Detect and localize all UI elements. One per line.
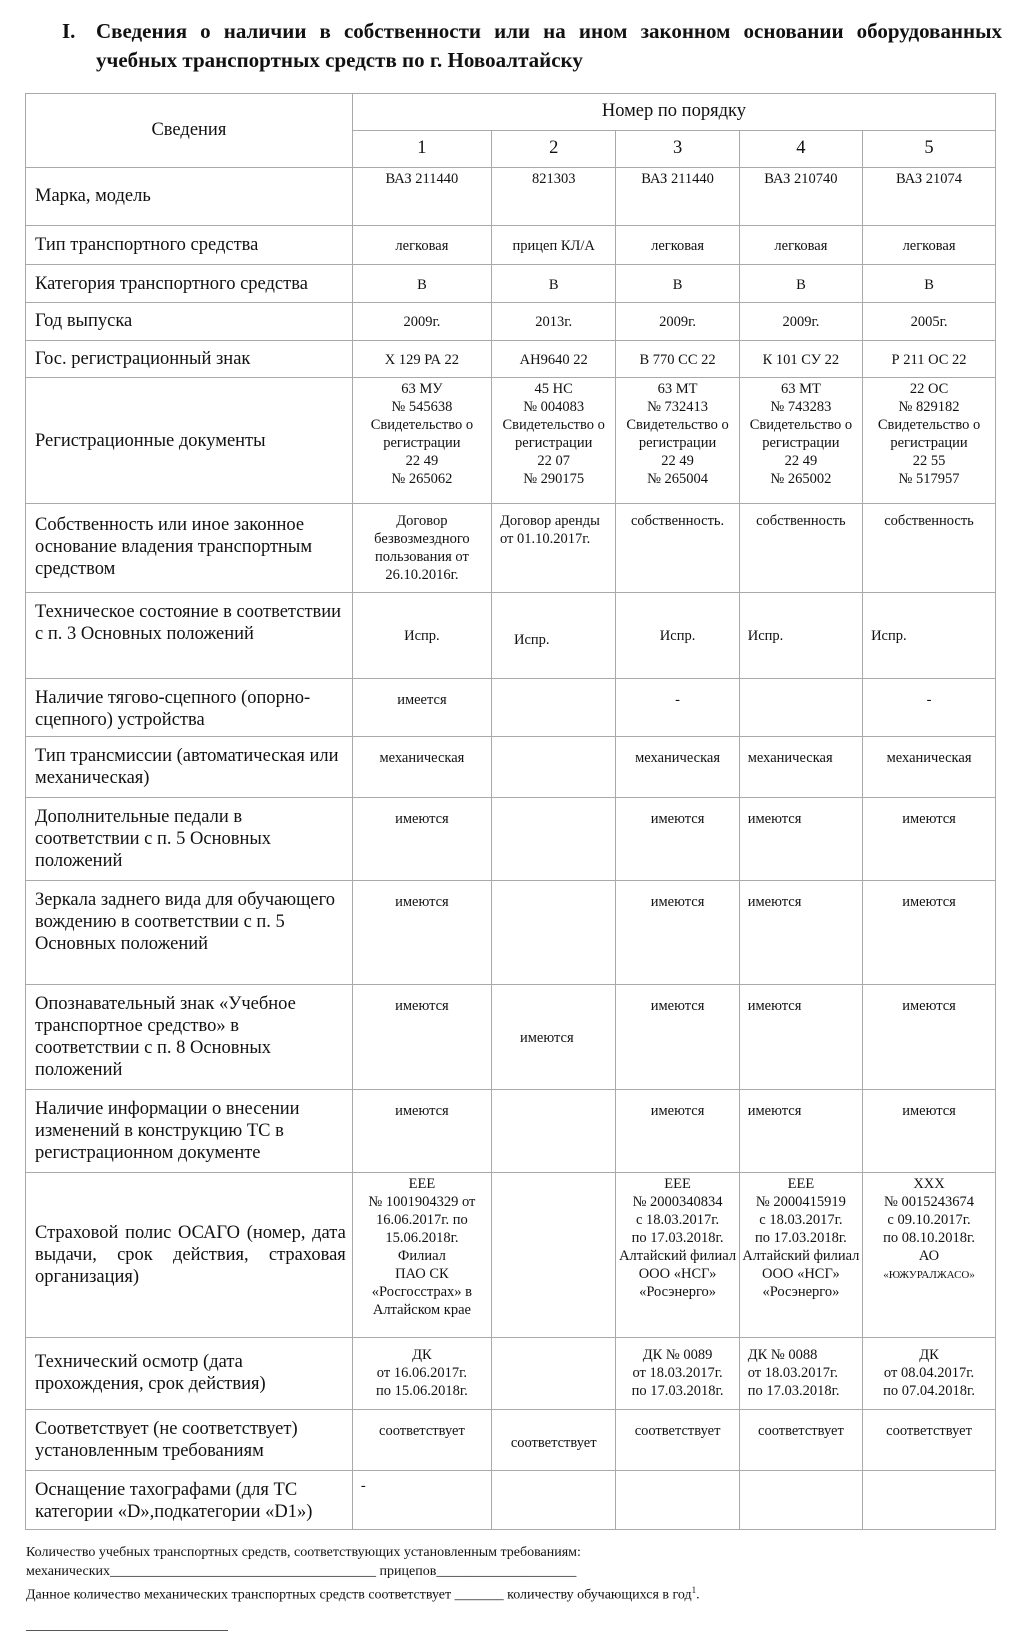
cell-value: имеются [491,984,615,1089]
students-blank: _______ [454,1587,504,1603]
cell-value: В [491,265,615,303]
header-number: Номер по порядку [352,94,995,131]
cell-value: 2009г. [739,303,862,341]
row-label: Категория транспортного средства [26,265,353,303]
cell-value: имеются [616,881,739,985]
cell-value: соответствует [352,1409,491,1471]
cell-value: ЕЕЕ № 1001904329 от 16.06.2017г. по 15.06.2018г. Филиал ПАО СК «Росгосстрах» в Алтайском крае [352,1173,491,1338]
cell-value [739,1471,862,1530]
table-row [26,340,996,378]
row-label: Оснащение тахографами (для ТС категории «D»,подкатегории «D1») [26,1471,353,1530]
insurer-name: «ЮЖУРАЛЖАСО» [883,1269,975,1282]
table-row [26,797,996,881]
table-row [26,1471,996,1530]
row-label: Техническое состояние в соответствии с п. 3 Основных положений [26,592,353,678]
table-row [26,737,996,798]
cell-value [491,1089,615,1173]
table-row [26,592,996,678]
cell-value: Испр. [352,592,491,678]
cell-value: - [616,678,739,737]
footer-text [26,1543,986,1605]
row-label: Технический осмотр (дата прохождения, срок действия) [26,1338,353,1409]
cell-value: В [352,265,491,303]
cell-value: ДК № 0088 от 18.03.2017г. по 17.03.2018г. [739,1338,862,1409]
cell-value: ВАЗ 21074 [863,168,996,226]
cell-value: ВАЗ 211440 [616,168,739,226]
footer-line-1: Количество учебных транспортных средств, соответствующих установленным требованиям: [26,1545,581,1560]
row-label: Наличие информации о внесении изменений в конструкцию ТС в регистрационном документе [26,1089,353,1173]
document-title [62,17,1002,75]
cell-value: Испр. [739,592,862,678]
table-row [26,225,996,265]
footnote-separator [26,1630,228,1631]
cell-value: собственность [863,503,996,592]
table-row [26,303,996,341]
cell-value: имеются [616,797,739,881]
cell-value: имеются [352,984,491,1089]
table-row [26,1089,996,1173]
row-label: Соответствует (не соответствует) установленным требованиям [26,1409,353,1471]
cell-value: имеются [863,881,996,985]
row-label: Тип транспортного средства [26,225,353,265]
cell-value: Договор безвозмездного пользования от 26.10.2016г. [352,503,491,592]
cell-value [616,1471,739,1530]
table-row [26,1409,996,1471]
table-row [26,378,996,504]
cell-value: легковая [739,225,862,265]
cell-value: механическая [863,737,996,798]
cell-value: имеются [739,797,862,881]
footnote-mark: 1 [691,1585,697,1595]
column-number: 3 [616,130,739,168]
cell-value: легковая [352,225,491,265]
column-number: 1 [352,130,491,168]
row-label: Наличие тягово-сцепного (опорно-сцепного) устройства [26,678,353,737]
cell-value: имеются [352,881,491,985]
cell-value: имеются [739,984,862,1089]
cell-value: имеются [352,1089,491,1173]
cell-value: имеются [616,984,739,1089]
cell-value: 22 ОС № 829182 Свидетельство о регистрации 22 55 № 517957 [863,378,996,504]
cell-value: 2013г. [491,303,615,341]
cell-value: имеются [616,1089,739,1173]
row-label: Тип трансмиссии (автоматическая или механическая) [26,737,353,798]
cell-value: 63 МТ № 743283 Свидетельство о регистрации 22 49 № 265002 [739,378,862,504]
cell-value: соответствует [863,1409,996,1471]
table-row [26,503,996,592]
cell-value: ХХХ № 0015243674 с 09.10.2017г. по 08.10.2018г. АО [883,1176,975,1265]
cell-value [491,881,615,985]
cell-value: собственность [739,503,862,592]
cell-value: Испр. [616,592,739,678]
trailers-blank: ____________________ [436,1564,577,1579]
cell-value: К 101 СУ 22 [739,340,862,378]
footer-line-3-end: количеству обучающихся в год [503,1587,692,1603]
cell-value: 2009г. [352,303,491,341]
cell-value [739,678,862,737]
cell-value: имеется [352,678,491,737]
cell-value: механическая [739,737,862,798]
cell-value: прицеп КЛ/А [491,225,615,265]
cell-value: соответствует [739,1409,862,1471]
cell-value: легковая [863,225,996,265]
cell-value: механическая [616,737,739,798]
footer-line-3 [26,1581,986,1605]
cell-value [491,1173,615,1338]
cell-value: ВАЗ 211440 [352,168,491,226]
cell-value [863,1471,996,1530]
cell-value [491,1471,615,1530]
row-label: Зеркала заднего вида для обучающего вождению в соответствии с п. 5 Основных положений [26,881,353,985]
cell-value: соответствует [616,1409,739,1471]
row-label: Опознавательный знак «Учебное транспортное средство» в соответствии с п. 8 Основных положений [26,984,353,1089]
cell-value: ВАЗ 210740 [739,168,862,226]
cell-value: Испр. [491,592,615,678]
footer-line-3-start: Данное количество механических транспортных средств соответствует [26,1587,455,1603]
mech-blank: ______________________________________ [110,1564,377,1579]
column-number: 4 [739,130,862,168]
cell-value: Договор аренды от 01.10.2017г. [491,503,615,592]
cell-value: 821303 [491,168,615,226]
cell-value: ДК № 0089 от 18.03.2017г. по 17.03.2018г. [616,1338,739,1409]
header-info: Сведения [26,94,353,168]
mech-label: механических [26,1564,111,1579]
cell-value: Испр. [863,592,996,678]
cell-value [491,678,615,737]
cell-value: Х 129 РА 22 [352,340,491,378]
cell-value: собственность. [616,503,739,592]
table-row [26,1338,996,1409]
cell-value [491,797,615,881]
cell-value: В [616,265,739,303]
cell-value: имеются [863,797,996,881]
cell-value [491,737,615,798]
insurance-cell-5 [863,1173,996,1338]
cell-value: 63 МТ № 732413 Свидетельство о регистрации 22 49 № 265004 [616,378,739,504]
cell-value: - [352,1471,491,1530]
cell-value [491,1338,615,1409]
cell-value: - [863,678,996,737]
cell-value: имеются [739,1089,862,1173]
row-label: Год выпуска [26,303,353,341]
cell-value: 2005г. [863,303,996,341]
cell-value: имеются [863,1089,996,1173]
table-row [26,881,996,985]
cell-value: 45 НС № 004083 Свидетельство о регистрации 22 07 № 290175 [491,378,615,504]
row-label: Марка, модель [26,168,353,226]
cell-value: В 770 СС 22 [616,340,739,378]
cell-value: соответствует [491,1409,615,1471]
section-number: I. [62,19,76,43]
row-label: Гос. регистрационный знак [26,340,353,378]
cell-value: ЕЕЕ № 2000415919 с 18.03.2017г. по 17.03.2018г. Алтайский филиал ООО «НСГ» «Росэнерго» [739,1173,862,1338]
table-row [26,984,996,1089]
cell-value: имеются [863,984,996,1089]
row-label: Регистрационные документы [26,378,353,504]
cell-value: 2009г. [616,303,739,341]
cell-value: легковая [616,225,739,265]
cell-value: 63 МУ № 545638 Свидетельство о регистрации 22 49 № 265062 [352,378,491,504]
table-row [26,265,996,303]
cell-value: имеются [352,797,491,881]
column-number: 2 [491,130,615,168]
row-label: Дополнительные педали в соответствии с п. 5 Основных положений [26,797,353,881]
cell-value: механическая [352,737,491,798]
trailers-label: прицепов [376,1564,437,1579]
table-row [26,168,996,226]
row-label: Страховой полис ОСАГО (номер, дата выдачи, срок действия, страховая организация) [26,1173,353,1338]
footer-line-2 [26,1562,986,1581]
section-title-text: Сведения о наличии в собственности или на ином законном основании оборудованных учебных транспортных средств по г. Новоалтайску [96,19,1002,72]
row-label: Собственность или иное законное основание владения транспортным средством [26,503,353,592]
table-row [26,1173,996,1338]
cell-value: ЕЕЕ № 2000340834 с 18.03.2017г. по 17.03.2018г. Алтайский филиал ООО «НСГ» «Росэнерго» [616,1173,739,1338]
cell-value: ДК от 08.04.2017г. по 07.04.2018г. [863,1338,996,1409]
cell-value: Р 211 ОС 22 [863,340,996,378]
cell-value: В [863,265,996,303]
vehicles-table [25,93,996,1530]
cell-value: АН9640 22 [491,340,615,378]
column-number: 5 [863,130,996,168]
table-row [26,678,996,737]
cell-value: ДК от 16.06.2017г. по 15.06.2018г. [352,1338,491,1409]
cell-value: имеются [739,881,862,985]
cell-value: В [739,265,862,303]
footer-line-3-period: . [696,1587,700,1603]
